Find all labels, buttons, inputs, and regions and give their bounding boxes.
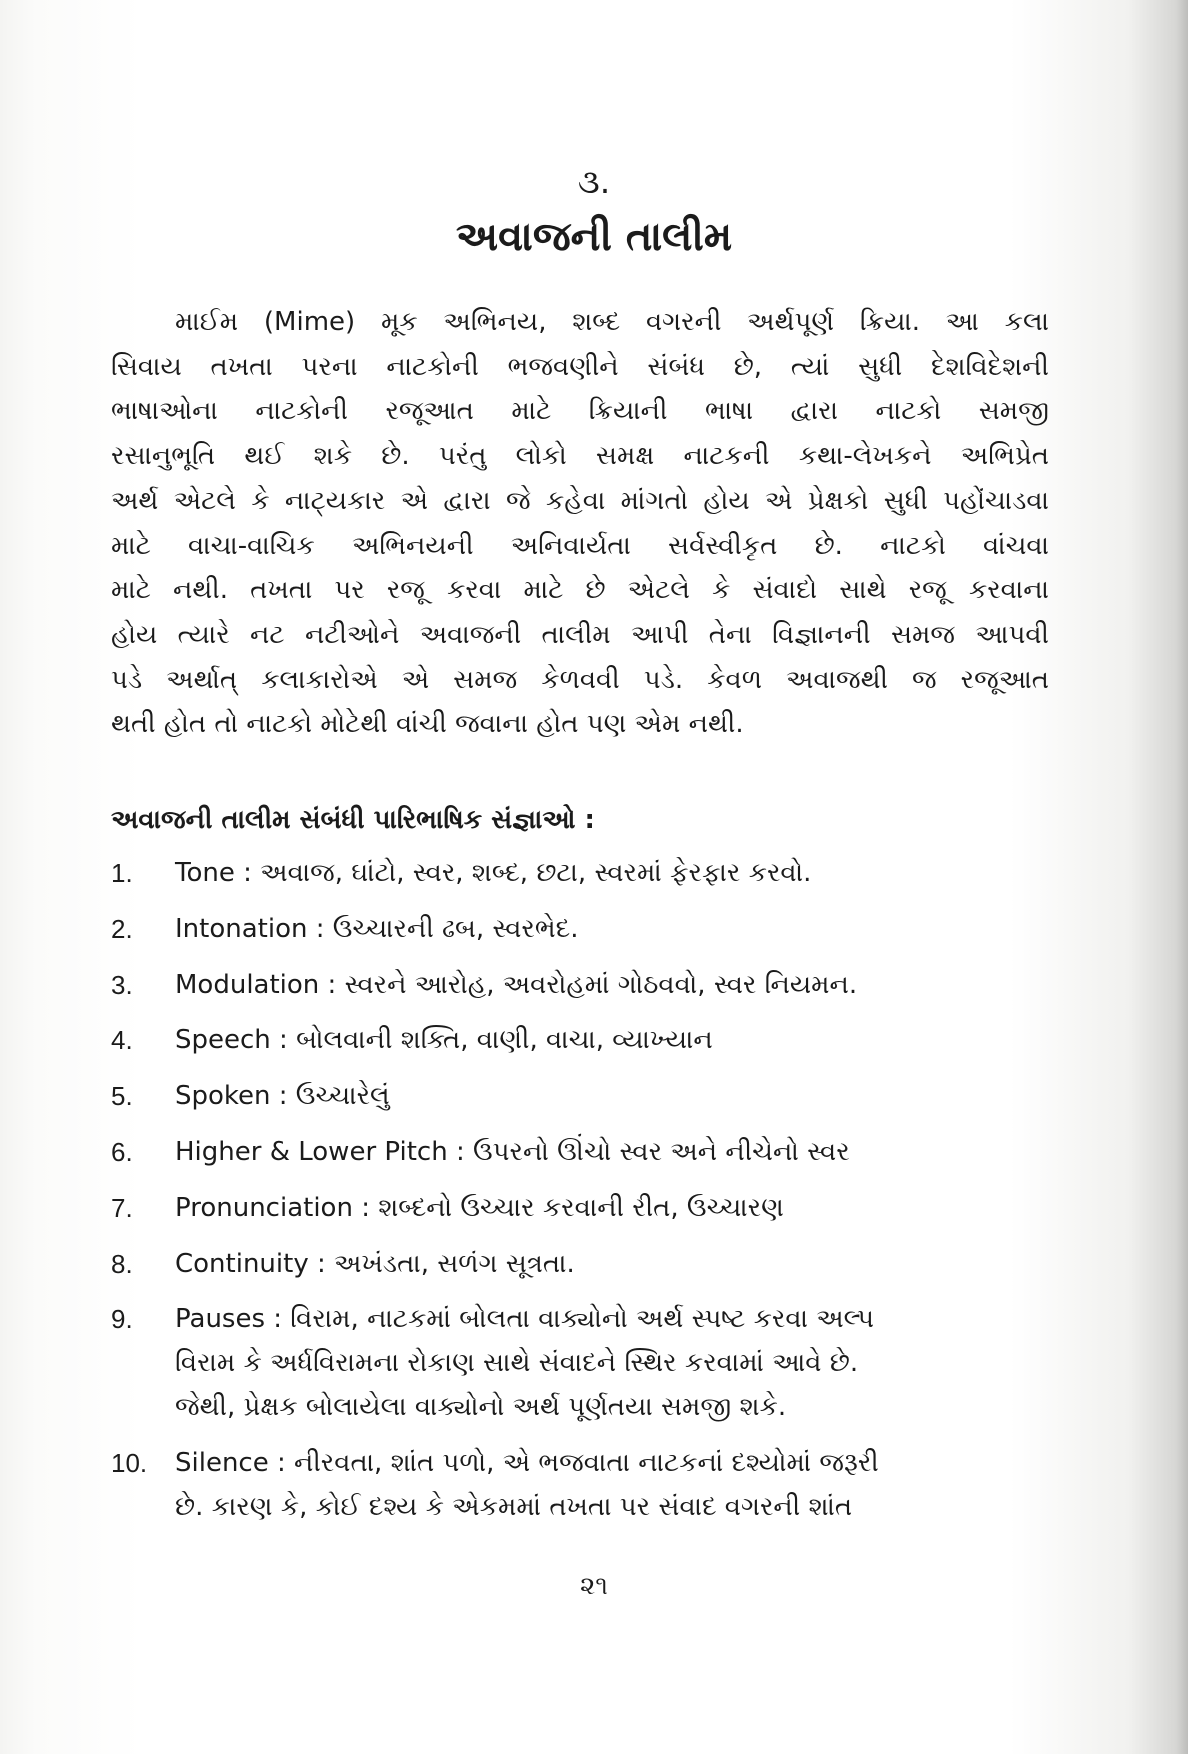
term-number: 7. <box>111 1192 133 1223</box>
term-number: 6. <box>111 1136 133 1167</box>
term-item <box>111 1186 1049 1230</box>
page-number: ૨૧ <box>579 1571 608 1601</box>
paragraph-line: થતી હોત તો નાટકો મોટેથી વાંચી જવાના હોત પણ એમ નથી. <box>111 709 744 740</box>
term-number: 4. <box>111 1025 133 1056</box>
term-number: 3. <box>111 969 133 1000</box>
term-text: Silence : નીરવતા, શાંત પળો, એ ભજવાતા નાટકનાં દશ્યોમાં જરૂરી <box>175 1448 879 1479</box>
term-item <box>111 907 1049 951</box>
term-text: Pauses : વિરામ, નાટકમાં બોલતા વાક્યોનો અર્થ સ્પષ્ટ કરવા અલ્પ <box>175 1304 875 1335</box>
term-item <box>111 1074 1049 1118</box>
term-text: Spoken : ઉચ્ચારેલું <box>175 1081 390 1112</box>
paragraph-line: પડે અર્થાત્ કલાકારોએ એ સમજ કેળવવી પડે. કેવળ અવાજથી જ રજૂઆત <box>111 664 1049 695</box>
paragraph-line: હોય ત્યારે નટ નટીઓને અવાજની તાલીમ આપી તેના વિજ્ઞાનની સમજ આપવી <box>111 619 1049 650</box>
term-text: જેથી, પ્રેક્ષક બોલાયેલા વાક્યોનો અર્થ પૂર્ણતયા સમજી શકે. <box>175 1392 787 1423</box>
term-number: 5. <box>111 1081 133 1112</box>
term-text: વિરામ કે અર્ધવિરામના રોકાણ સાથે સંવાદને સ્થિર કરવામાં આવે છે. <box>175 1348 859 1379</box>
term-number: 9. <box>111 1304 133 1335</box>
paragraph-line: રસાનુભૂતિ થઈ શકે છે. પરંતુ લોકો સમક્ષ નાટકની કથા-લેખકને અભિપ્રેત <box>111 441 1049 472</box>
term-number: 8. <box>111 1248 133 1279</box>
term-number: 2. <box>111 913 133 944</box>
term-item <box>111 1018 1049 1062</box>
term-text: Intonation : ઉચ્ચારની ઢબ, સ્વરભેદ. <box>175 913 579 944</box>
term-text: Modulation : સ્વરને આરોહ, અવરોહમાં ગોઠવવો, સ્વર નિયમન. <box>175 969 858 1000</box>
term-item <box>111 851 1049 895</box>
term-item <box>111 1130 1049 1174</box>
chapter-title: અવાજની તાલીમ <box>455 214 733 260</box>
term-item <box>111 1441 1049 1529</box>
term-text: Continuity : અખંડતા, સળંગ સૂત્રતા. <box>175 1248 575 1279</box>
chapter-number: ૩. <box>577 162 611 201</box>
term-item <box>111 1242 1049 1286</box>
paragraph-line: અર્થ એટલે કે નાટ્યકાર એ દ્વારા જે કહેવા માંગતો હોય એ પ્રેક્ષકો સુધી પહોંચાડવા <box>111 485 1049 516</box>
term-number: 1. <box>111 858 133 888</box>
paragraph-line: માટે વાચા-વાચિક અભિનયની અનિવાર્યતા સર્વસ્વીકૃત છે. નાટકો વાંચવા <box>111 530 1049 561</box>
term-number: 10. <box>111 1448 148 1479</box>
term-item <box>111 963 1049 1007</box>
term-text: Tone : અવાજ, ઘાંટો, સ્વર, શબ્દ, છટા, સ્વરમાં ફેરફાર કરવો. <box>175 858 812 888</box>
paragraph-line: સિવાય તખતા પરના નાટકોની ભજવણીને સંબંધ છે, ત્યાં સુધી દેશવિદેશની <box>111 351 1049 382</box>
paragraph-line: માટે નથી. તખતા પર રજૂ કરવા માટે છે એટલે કે સંવાદો સાથે રજૂ કરવાના <box>111 575 1049 606</box>
term-text: Higher & Lower Pitch : ઉપરનો ઊંચો સ્વર અને નીચેનો સ્વર <box>175 1136 850 1167</box>
term-text: છે. કારણ કે, કોઈ દશ્ય કે એકમમાં તખતા પર સંવાદ વગરની શાંત <box>175 1492 853 1523</box>
terms-list <box>111 851 1049 1541</box>
term-text: Speech : બોલવાની શક્તિ, વાણી, વાચા, વ્યાખ્યાન <box>175 1025 713 1056</box>
paragraph-line: ભાષાઓના નાટકોની રજૂઆત માટે ક્રિયાની ભાષા દ્વારા નાટકો સમજી <box>111 396 1049 427</box>
term-item <box>111 1297 1049 1429</box>
term-text: Pronunciation : શબ્દનો ઉચ્ચાર કરવાની રીત, ઉચ્ચારણ <box>175 1192 784 1223</box>
terms-heading: અવાજની તાલીમ સંબંધી પારિભાષિક સંજ્ઞાઓ : <box>111 805 595 835</box>
intro-paragraph <box>111 300 1049 747</box>
paragraph-line: માઈમ (Mime) મૂક અભિનય, શબ્દ વગરની અર્થપૂર્ણ ક્રિયા. આ કલા <box>175 307 1049 337</box>
